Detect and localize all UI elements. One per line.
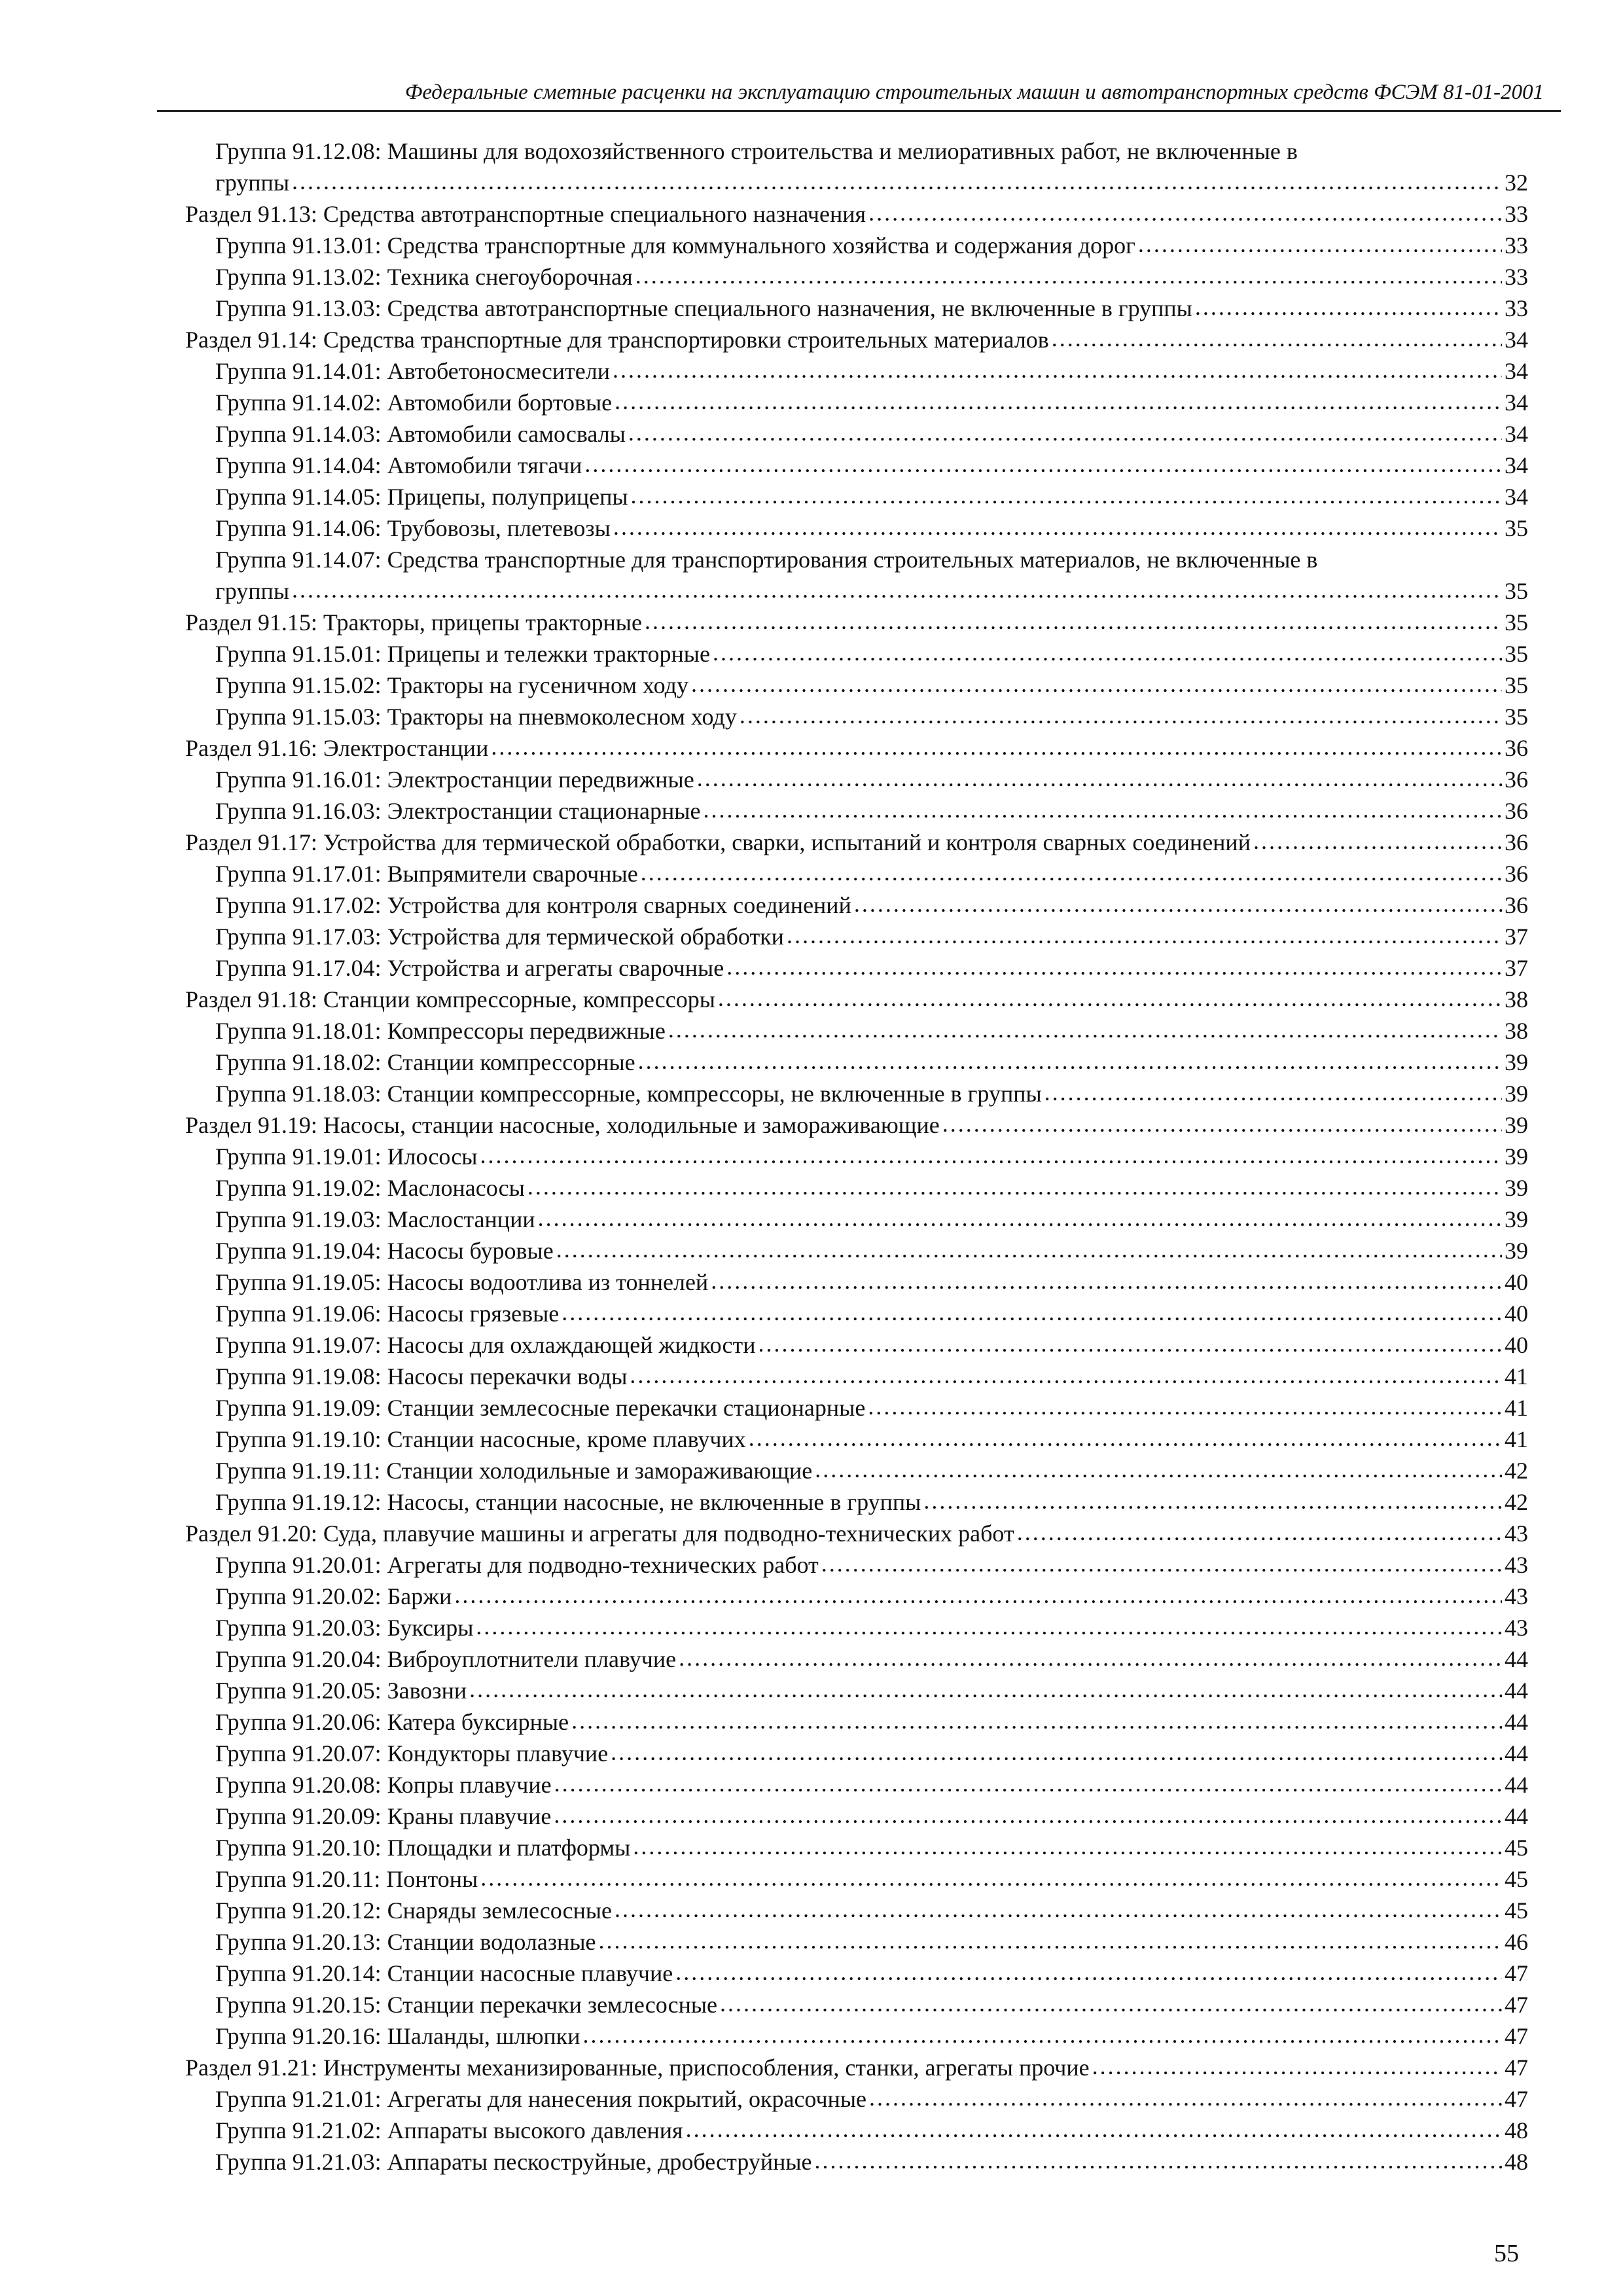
toc-group-entry[interactable] bbox=[185, 1266, 1528, 1298]
toc-page-number: 44 bbox=[1505, 1646, 1528, 1672]
toc-entry-title: Группа 91.14.06: Трубовозы, плетевозы bbox=[215, 515, 611, 541]
toc-group-entry[interactable] bbox=[185, 1486, 1528, 1518]
toc-group-entry[interactable] bbox=[185, 1926, 1528, 1958]
dot-leader bbox=[476, 1611, 1502, 1642]
toc-group-entry[interactable] bbox=[185, 1549, 1528, 1581]
dot-leader bbox=[469, 1674, 1502, 1705]
toc-group-entry[interactable] bbox=[185, 1801, 1528, 1832]
toc-entry-title: Группа 91.20.15: Станции перекачки землесосные bbox=[215, 1992, 718, 2018]
toc-page-number: 34 bbox=[1505, 389, 1528, 416]
toc-page-number: 43 bbox=[1505, 1583, 1528, 1609]
toc-group-entry[interactable] bbox=[185, 1989, 1528, 2020]
dot-leader bbox=[942, 1108, 1502, 1139]
toc-entry-title: Группа 91.14.07: Средства транспортные для транспортирования строительных материалов, не включенные в bbox=[215, 547, 1318, 573]
dot-leader bbox=[675, 1956, 1502, 1988]
toc-page-number: 44 bbox=[1505, 1772, 1528, 1798]
toc-page-number: 36 bbox=[1505, 892, 1528, 918]
toc-group-entry[interactable] bbox=[185, 1015, 1528, 1047]
toc-page-number: 41 bbox=[1505, 1363, 1528, 1390]
toc-entry-title: Группа 91.12.08: Машины для водохозяйственного строительства и мелиоративных работ, не включенные в bbox=[215, 138, 1298, 164]
toc-page-number: 34 bbox=[1505, 358, 1528, 384]
toc-group-entry[interactable] bbox=[185, 952, 1528, 984]
dot-leader bbox=[491, 731, 1502, 762]
toc-group-entry[interactable] bbox=[185, 1141, 1528, 1172]
toc-group-entry[interactable] bbox=[185, 1392, 1528, 1424]
toc-page-number: 48 bbox=[1505, 2117, 1528, 2144]
toc-group-entry[interactable] bbox=[185, 1958, 1528, 1989]
dot-leader bbox=[720, 1988, 1502, 2019]
toc-page-number: 35 bbox=[1505, 672, 1528, 698]
toc-page-number: 47 bbox=[1505, 1992, 1528, 2018]
toc-entry-title: Раздел 91.18: Станции компрессорные, компрессоры bbox=[185, 986, 715, 1013]
dot-leader bbox=[584, 448, 1502, 480]
dot-leader bbox=[1017, 1516, 1502, 1548]
toc-entry-title: Группа 91.21.02: Аппараты высокого давления bbox=[215, 2117, 683, 2144]
toc-page-number: 45 bbox=[1505, 1866, 1528, 1892]
toc-group-entry[interactable] bbox=[185, 1738, 1528, 1769]
toc-group-entry[interactable] bbox=[185, 1172, 1528, 1204]
toc-entry-title: Группа 91.19.08: Насосы перекачки воды bbox=[215, 1363, 628, 1390]
dot-leader bbox=[726, 951, 1502, 982]
toc-entry-title: Группа 91.21.03: Аппараты пескоструйные, дробеструйные bbox=[215, 2149, 812, 2175]
dot-leader bbox=[598, 1925, 1502, 1956]
dot-leader bbox=[1195, 291, 1502, 323]
toc-page-number: 36 bbox=[1505, 829, 1528, 855]
dot-leader bbox=[571, 1705, 1502, 1736]
toc-section-entry[interactable] bbox=[185, 198, 1528, 230]
toc-entry-title: Группа 91.21.01: Агрегаты для нанесения покрытий, окрасочные bbox=[215, 2086, 867, 2112]
toc-group-entry[interactable] bbox=[185, 544, 1528, 607]
dot-leader bbox=[628, 417, 1502, 448]
toc-page-number: 38 bbox=[1505, 986, 1528, 1013]
toc-entry-title: Раздел 91.19: Насосы, станции насосные, холодильные и замораживающие bbox=[185, 1112, 940, 1138]
toc-group-entry[interactable] bbox=[185, 1675, 1528, 1706]
toc-page-number: 33 bbox=[1505, 295, 1528, 321]
toc-page-number: 48 bbox=[1505, 2149, 1528, 2175]
toc-page-number: 47 bbox=[1505, 2086, 1528, 2112]
dot-leader bbox=[749, 1422, 1502, 1454]
toc-entry-title: Группа 91.20.13: Станции водолазные bbox=[215, 1929, 596, 1955]
toc-entry-title: Группа 91.17.01: Выпрямители сварочные bbox=[215, 861, 638, 887]
toc-group-entry[interactable] bbox=[185, 1329, 1528, 1361]
dot-leader bbox=[635, 260, 1502, 291]
toc-entry-title: Раздел 91.20: Суда, плавучие машины и агрегаты для подводно-технических работ bbox=[185, 1520, 1014, 1547]
toc-entry-title: Группа 91.20.07: Кондукторы плавучие bbox=[215, 1740, 609, 1767]
toc-page-number: 40 bbox=[1505, 1332, 1528, 1358]
toc-entry-title: Группа 91.19.07: Насосы для охлаждающей жидкости bbox=[215, 1332, 756, 1358]
toc-group-entry[interactable] bbox=[185, 2146, 1528, 2178]
dot-leader bbox=[821, 1548, 1502, 1579]
toc-page-number: 42 bbox=[1505, 1458, 1528, 1484]
toc-group-entry[interactable] bbox=[185, 355, 1528, 387]
toc-section-entry[interactable] bbox=[185, 827, 1528, 858]
toc-group-entry[interactable] bbox=[185, 1424, 1528, 1455]
toc-section-entry[interactable] bbox=[185, 607, 1528, 638]
toc-group-entry[interactable] bbox=[185, 1895, 1528, 1926]
toc-page-number: 34 bbox=[1505, 421, 1528, 447]
dot-leader bbox=[1253, 825, 1502, 857]
toc-group-entry[interactable] bbox=[185, 1706, 1528, 1738]
toc-page-number: 37 bbox=[1505, 924, 1528, 950]
toc-page-number: 44 bbox=[1505, 1740, 1528, 1767]
dot-leader bbox=[630, 1359, 1502, 1391]
toc-group-entry[interactable] bbox=[185, 481, 1528, 512]
dot-leader bbox=[641, 857, 1502, 888]
toc-page-number: 45 bbox=[1505, 1897, 1528, 1924]
toc-group-entry[interactable] bbox=[185, 450, 1528, 481]
toc-group-entry[interactable] bbox=[185, 2115, 1528, 2146]
toc-group-entry[interactable] bbox=[185, 387, 1528, 418]
toc-entry-title: Группа 91.13.02: Техника снегоуборочная bbox=[215, 264, 633, 290]
toc-group-entry[interactable] bbox=[185, 889, 1528, 921]
toc-page-number: 36 bbox=[1505, 798, 1528, 824]
dot-leader bbox=[645, 605, 1502, 637]
toc-page-number: 37 bbox=[1505, 955, 1528, 981]
toc-page-number: 39 bbox=[1505, 1206, 1528, 1232]
toc-entry-title-continuation: группы bbox=[215, 170, 290, 196]
dot-leader bbox=[758, 1328, 1502, 1359]
toc-page-number: 41 bbox=[1505, 1395, 1528, 1421]
toc-page-number: 44 bbox=[1505, 1803, 1528, 1829]
toc-entry-title: Группа 91.19.06: Насосы грязевые bbox=[215, 1300, 560, 1327]
dot-leader bbox=[923, 1485, 1502, 1516]
dot-leader bbox=[1052, 323, 1502, 354]
dot-leader bbox=[480, 1862, 1502, 1893]
toc-group-entry[interactable] bbox=[185, 1047, 1528, 1078]
toc-group-entry[interactable] bbox=[185, 1769, 1528, 1801]
toc-entry-title: Раздел 91.14: Средства транспортные для транспортировки строительных материалов bbox=[185, 327, 1049, 353]
toc-page-number: 35 bbox=[1505, 515, 1528, 541]
toc-page-number: 34 bbox=[1505, 452, 1528, 478]
toc-page-number: 39 bbox=[1505, 1049, 1528, 1075]
page-number: 55 bbox=[1494, 2240, 1519, 2267]
toc-page-number: 43 bbox=[1505, 1552, 1528, 1578]
toc-page-number: 33 bbox=[1505, 264, 1528, 290]
toc-entry-title-continuation: группы bbox=[215, 578, 290, 604]
toc-group-entry[interactable] bbox=[185, 921, 1528, 952]
toc-entry-title: Группа 91.20.14: Станции насосные плавучие bbox=[215, 1960, 673, 1986]
toc-entry-title: Группа 91.15.02: Тракторы на гусеничном ходу bbox=[215, 672, 688, 698]
toc-group-entry[interactable] bbox=[185, 701, 1528, 732]
toc-page-number: 34 bbox=[1505, 327, 1528, 353]
dot-leader bbox=[868, 197, 1502, 228]
dot-leader bbox=[815, 1454, 1502, 1485]
dot-leader bbox=[691, 668, 1502, 700]
toc-page-number: 39 bbox=[1505, 1175, 1528, 1201]
dot-leader bbox=[611, 1736, 1502, 1768]
toc-group-entry[interactable] bbox=[185, 795, 1528, 827]
toc-page-number: 32 bbox=[1505, 170, 1528, 196]
dot-leader bbox=[1092, 2051, 1502, 2082]
toc-page-number: 41 bbox=[1505, 1426, 1528, 1452]
toc-page-number: 47 bbox=[1505, 2023, 1528, 2049]
toc-page-number: 39 bbox=[1505, 1238, 1528, 1264]
toc-entry-title: Группа 91.19.02: Маслонасосы bbox=[215, 1175, 525, 1201]
toc-entry-title: Группа 91.20.06: Катера буксирные bbox=[215, 1709, 569, 1735]
dot-leader bbox=[583, 2019, 1502, 2051]
header-title: Федеральные сметные расценки на эксплуатацию строительных машин и автотранспортных средств ФСЭМ 81-01-2001 bbox=[404, 81, 1544, 104]
dot-leader bbox=[713, 637, 1502, 668]
toc-entry-title: Группа 91.13.01: Средства транспортные для коммунального хозяйства и содержания дорог bbox=[215, 232, 1135, 259]
dot-leader bbox=[679, 1642, 1502, 1674]
dot-leader bbox=[686, 2113, 1502, 2145]
dot-leader bbox=[703, 794, 1502, 825]
toc-entry-title: Группа 91.20.08: Копры плавучие bbox=[215, 1772, 552, 1798]
table-of-contents bbox=[185, 135, 1528, 2178]
toc-page-number: 36 bbox=[1505, 766, 1528, 793]
toc-page-number: 35 bbox=[1505, 704, 1528, 730]
toc-page-number: 42 bbox=[1505, 1489, 1528, 1515]
toc-entry-title: Группа 91.20.10: Площадки и платформы bbox=[215, 1835, 631, 1861]
toc-entry-title: Группа 91.19.04: Насосы буровые bbox=[215, 1238, 554, 1264]
toc-entry-title: Группа 91.14.04: Автомобили тягачи bbox=[215, 452, 582, 478]
toc-group-entry[interactable] bbox=[185, 293, 1528, 324]
toc-entry-title: Группа 91.20.12: Снаряды землесосные bbox=[215, 1897, 613, 1924]
toc-entry-title: Группа 91.20.03: Буксиры bbox=[215, 1615, 474, 1641]
dot-leader bbox=[854, 888, 1502, 920]
toc-group-entry[interactable] bbox=[185, 230, 1528, 261]
toc-section-entry[interactable] bbox=[185, 2052, 1528, 2083]
dot-leader bbox=[615, 1893, 1502, 1925]
toc-group-entry[interactable] bbox=[185, 2083, 1528, 2115]
dot-leader bbox=[638, 1045, 1502, 1077]
toc-group-entry[interactable] bbox=[185, 670, 1528, 701]
toc-group-entry[interactable] bbox=[185, 764, 1528, 795]
toc-page-number: 43 bbox=[1505, 1615, 1528, 1641]
toc-page-number: 40 bbox=[1505, 1269, 1528, 1295]
dot-leader bbox=[554, 1768, 1502, 1799]
dot-leader bbox=[292, 574, 1502, 605]
dot-leader bbox=[480, 1139, 1502, 1171]
dot-leader bbox=[740, 700, 1502, 731]
toc-group-entry[interactable] bbox=[185, 1643, 1528, 1675]
toc-page-number: 38 bbox=[1505, 1018, 1528, 1044]
dot-leader bbox=[613, 354, 1502, 386]
toc-section-entry[interactable] bbox=[185, 732, 1528, 764]
toc-page-number: 34 bbox=[1505, 484, 1528, 510]
dot-leader bbox=[615, 386, 1502, 417]
toc-page-number: 35 bbox=[1505, 578, 1528, 604]
toc-group-entry[interactable] bbox=[185, 512, 1528, 544]
toc-entry-title: Группа 91.20.02: Баржи bbox=[215, 1583, 452, 1609]
dot-leader bbox=[697, 762, 1502, 794]
toc-entry-title: Группа 91.20.09: Краны плавучие bbox=[215, 1803, 552, 1829]
toc-entry-title: Группа 91.19.11: Станции холодильные и замораживающие bbox=[215, 1458, 813, 1484]
dot-leader bbox=[556, 1234, 1502, 1265]
dot-leader bbox=[613, 511, 1502, 543]
toc-group-entry[interactable] bbox=[185, 1298, 1528, 1329]
toc-entry-title: Группа 91.19.12: Насосы, станции насосные, не включенные в группы bbox=[215, 1489, 921, 1515]
toc-entry-title: Группа 91.20.05: Завозни bbox=[215, 1677, 467, 1704]
toc-page-number: 39 bbox=[1505, 1143, 1528, 1170]
toc-section-entry[interactable] bbox=[185, 1518, 1528, 1549]
toc-group-entry[interactable] bbox=[185, 1235, 1528, 1266]
toc-entry-title: Группа 91.20.11: Понтоны bbox=[215, 1866, 478, 1892]
toc-entry-title: Группа 91.14.02: Автомобили бортовые bbox=[215, 389, 613, 416]
toc-group-entry[interactable] bbox=[185, 1863, 1528, 1895]
toc-group-entry[interactable] bbox=[185, 261, 1528, 293]
toc-group-entry[interactable] bbox=[185, 1612, 1528, 1643]
toc-entry-title: Группа 91.19.05: Насосы водоотлива из тоннелей bbox=[215, 1269, 709, 1295]
dot-leader bbox=[538, 1202, 1502, 1234]
dot-leader bbox=[1138, 228, 1502, 260]
dot-leader bbox=[718, 982, 1502, 1014]
toc-entry-title: Раздел 91.15: Тракторы, прицепы тракторные bbox=[185, 609, 642, 636]
toc-page-number: 35 bbox=[1505, 641, 1528, 667]
dot-leader bbox=[787, 920, 1502, 951]
toc-page-number: 47 bbox=[1505, 2054, 1528, 2081]
toc-entry-title: Раздел 91.13: Средства автотранспортные специального назначения bbox=[185, 201, 866, 227]
dot-leader bbox=[1044, 1077, 1502, 1108]
toc-page-number: 35 bbox=[1505, 609, 1528, 636]
toc-page-number: 45 bbox=[1505, 1835, 1528, 1861]
toc-group-entry[interactable] bbox=[185, 1581, 1528, 1612]
toc-entry-title: Группа 91.15.03: Тракторы на пневмоколесном ходу bbox=[215, 704, 737, 730]
toc-entry-title: Группа 91.15.01: Прицепы и тележки тракторные bbox=[215, 641, 710, 667]
dot-leader bbox=[868, 1391, 1502, 1422]
running-header bbox=[157, 71, 1561, 112]
toc-page-number: 40 bbox=[1505, 1300, 1528, 1327]
dot-leader bbox=[554, 1799, 1502, 1831]
toc-group-entry[interactable] bbox=[185, 1455, 1528, 1486]
dot-leader bbox=[869, 2082, 1502, 2113]
dot-leader bbox=[562, 1297, 1502, 1328]
toc-entry-title: Раздел 91.16: Электростанции bbox=[185, 735, 489, 761]
toc-entry-title: Группа 91.19.09: Станции землесосные перекачки стационарные bbox=[215, 1395, 866, 1421]
toc-page-number: 44 bbox=[1505, 1709, 1528, 1735]
toc-group-entry[interactable] bbox=[185, 135, 1528, 198]
toc-entry-title: Группа 91.20.16: Шаланды, шлюпки bbox=[215, 2023, 580, 2049]
dot-leader bbox=[711, 1265, 1502, 1297]
toc-entry-title: Группа 91.16.03: Электростанции стационарные bbox=[215, 798, 701, 824]
toc-section-entry[interactable] bbox=[185, 1109, 1528, 1141]
toc-page-number: 47 bbox=[1505, 1960, 1528, 1986]
dot-leader bbox=[527, 1171, 1502, 1202]
toc-page-number: 44 bbox=[1505, 1677, 1528, 1704]
toc-entry-title: Раздел 91.21: Инструменты механизированные, приспособления, станки, агрегаты прочие bbox=[185, 2054, 1090, 2081]
toc-section-entry[interactable] bbox=[185, 324, 1528, 355]
toc-page-number: 33 bbox=[1505, 232, 1528, 259]
toc-entry-title: Группа 91.14.03: Автомобили самосвалы bbox=[215, 421, 626, 447]
toc-group-entry[interactable] bbox=[185, 1078, 1528, 1109]
toc-page-number: 33 bbox=[1505, 201, 1528, 227]
toc-group-entry[interactable] bbox=[185, 418, 1528, 450]
toc-page-number: 46 bbox=[1505, 1929, 1528, 1955]
toc-entry-title: Группа 91.18.01: Компрессоры передвижные bbox=[215, 1018, 666, 1044]
toc-entry-title: Группа 91.19.03: Маслостанции bbox=[215, 1206, 535, 1232]
toc-entry-title: Группа 91.14.01: Автобетоносмесители bbox=[215, 358, 610, 384]
dot-leader bbox=[292, 166, 1502, 197]
toc-entry-title: Группа 91.19.01: Илососы bbox=[215, 1143, 478, 1170]
toc-entry-title: Группа 91.14.05: Прицепы, полуприцепы bbox=[215, 484, 628, 510]
toc-group-entry[interactable] bbox=[185, 2020, 1528, 2052]
dot-leader bbox=[815, 2145, 1502, 2176]
toc-group-entry[interactable] bbox=[185, 1361, 1528, 1392]
toc-entry-title: Группа 91.18.03: Станции компрессорные, компрессоры, не включенные в группы bbox=[215, 1081, 1042, 1107]
toc-group-entry[interactable] bbox=[185, 858, 1528, 889]
toc-page-number: 36 bbox=[1505, 735, 1528, 761]
toc-page-number: 36 bbox=[1505, 861, 1528, 887]
toc-entry-title: Группа 91.17.02: Устройства для контроля сварных соединений bbox=[215, 892, 851, 918]
toc-entry-title: Группа 91.20.01: Агрегаты для подводно-технических работ bbox=[215, 1552, 819, 1578]
toc-entry-title: Раздел 91.17: Устройства для термической обработки, сварки, испытаний и контроля сварных соединений bbox=[185, 829, 1251, 855]
toc-entry-title: Группа 91.17.03: Устройства для термической обработки bbox=[215, 924, 784, 950]
dot-leader bbox=[633, 1831, 1502, 1862]
toc-group-entry[interactable] bbox=[185, 638, 1528, 670]
toc-entry-title: Группа 91.20.04: Виброуплотнители плавучие bbox=[215, 1646, 677, 1672]
toc-page-number: 43 bbox=[1505, 1520, 1528, 1547]
toc-entry-title: Группа 91.18.02: Станции компрессорные bbox=[215, 1049, 635, 1075]
toc-group-entry[interactable] bbox=[185, 1832, 1528, 1863]
toc-entry-title: Группа 91.16.01: Электростанции передвижные bbox=[215, 766, 694, 793]
dot-leader bbox=[631, 480, 1502, 511]
toc-page-number: 39 bbox=[1505, 1112, 1528, 1138]
toc-section-entry[interactable] bbox=[185, 984, 1528, 1015]
toc-page-number: 39 bbox=[1505, 1081, 1528, 1107]
toc-group-entry[interactable] bbox=[185, 1204, 1528, 1235]
toc-entry-title: Группа 91.17.04: Устройства и агрегаты сварочные bbox=[215, 955, 724, 981]
dot-leader bbox=[454, 1579, 1502, 1611]
toc-entry-title: Группа 91.13.03: Средства автотранспортные специального назначения, не включенные в группы bbox=[215, 295, 1192, 321]
toc-entry-title: Группа 91.19.10: Станции насосные, кроме плавучих bbox=[215, 1426, 746, 1452]
dot-leader bbox=[668, 1014, 1502, 1045]
